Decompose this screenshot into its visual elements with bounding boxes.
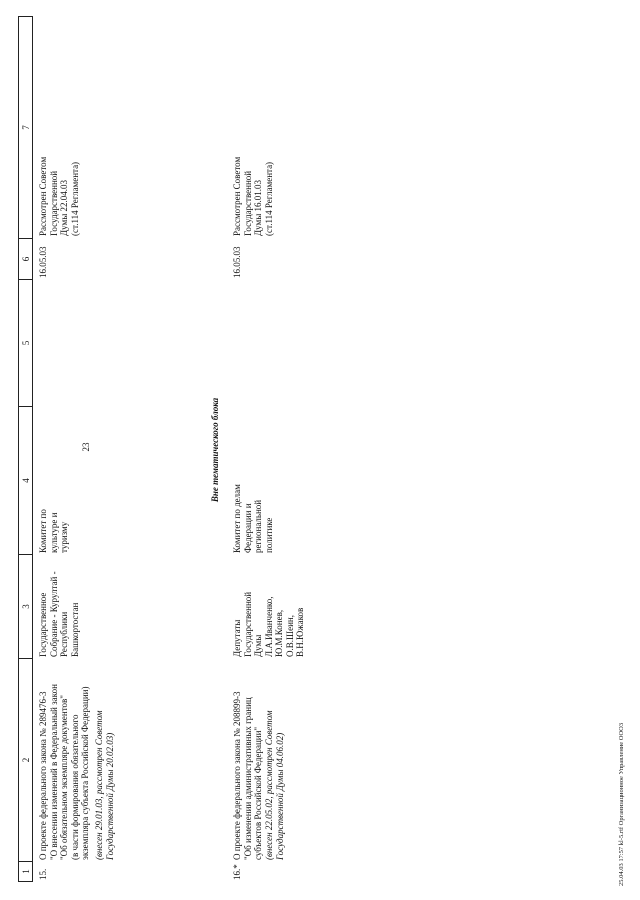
row-15-title: О проекте федерального закона № 289476-3 "О внесении изменений в Федеральный закон "Об обязательном экземпляре документов" (в части формирования обязательного экземпляра субъекта Российской Федерации) bbox=[38, 684, 90, 860]
header-col-1: 1 bbox=[18, 862, 33, 882]
row-16-date: 16.05.03 bbox=[232, 246, 242, 278]
page-number: 23 bbox=[81, 442, 91, 452]
section-title: Вне тематического блока bbox=[210, 397, 220, 503]
page-footer: 25.04.03 17:57 kl-5.rtf Организационное Управление ООО3 bbox=[618, 722, 625, 886]
row-16-note: (внесен 22.05.02, рассмотрен Советом Государственной Думы 04.06.02) bbox=[264, 710, 285, 860]
row-16-status: Рассмотрен Советом Государственной Думы 16.01.03 (ст.114 Регламента) bbox=[232, 156, 274, 236]
row-15-initiator: Государственное Собрание - Курултай - Республики Башкортостан bbox=[38, 571, 80, 657]
header-col-4: 4 bbox=[18, 407, 33, 555]
header-col-2: 2 bbox=[18, 659, 33, 862]
row-15-note: (внесен 29.01.03, рассмотрен Советом Государственной Думы 20.02.03) bbox=[94, 710, 115, 860]
row-16-number: 16.* bbox=[232, 864, 242, 880]
row-15-number: 15. bbox=[38, 868, 48, 880]
row-15-date: 16.05.03 bbox=[38, 246, 48, 278]
header-col-3: 3 bbox=[18, 555, 33, 659]
table-header bbox=[18, 0, 34, 900]
row-16-committee: Комитет по делам Федерации и региональной политике bbox=[232, 484, 274, 553]
row-16-title: О проекте федерального закона № 208899-3 "Об изменении административных границ субъектов Российской Федерации" bbox=[232, 691, 263, 860]
row-15-status: Рассмотрен Советом Государственной Думы 22.04.03 (ст.114 Регламента) bbox=[38, 156, 80, 236]
header-col-6: 6 bbox=[18, 239, 33, 280]
header-col-7: 7 bbox=[18, 16, 33, 239]
row-15-committee: Комитет по культуре и туризму bbox=[38, 509, 69, 553]
header-col-5: 5 bbox=[18, 280, 33, 407]
row-16-initiator: Депутаты Государственной Думы Л.А.Иванченко, Ю.М.Конев, О.В.Шеин, В.Н.Южаков bbox=[232, 591, 305, 657]
